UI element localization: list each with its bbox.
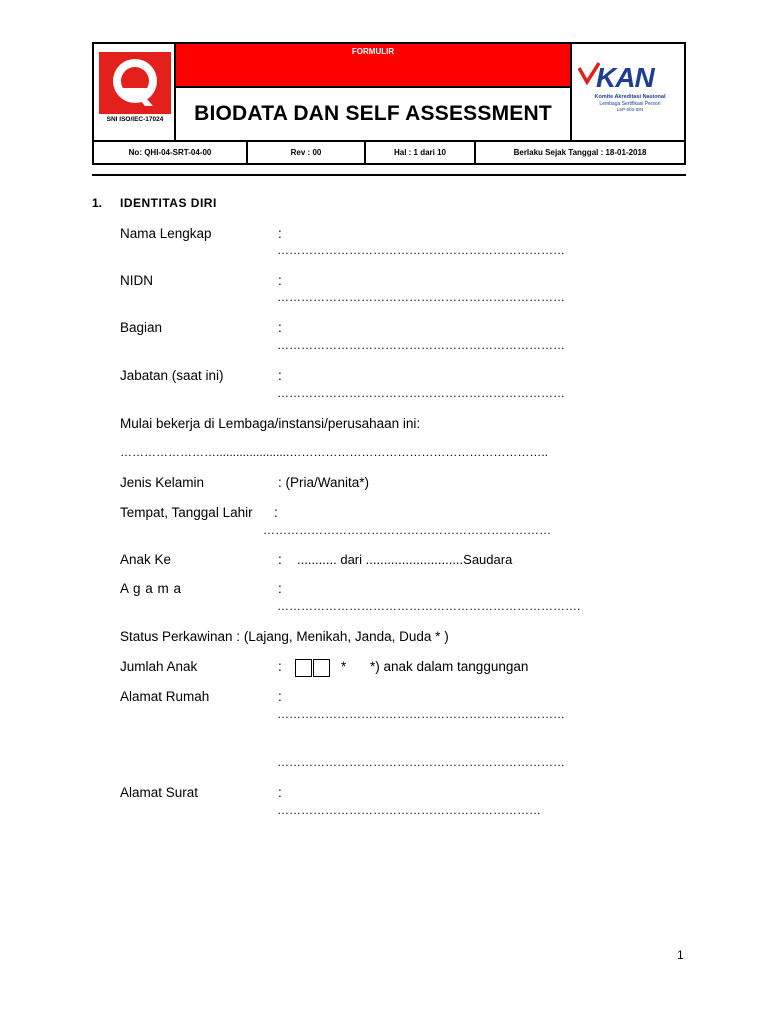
kan-logo-cell <box>570 44 684 142</box>
mulai-bekerja-label: Mulai bekerja di Lembaga/instansi/perusahaan ini: <box>120 416 421 431</box>
nidn-field[interactable]: ……………………………………………………………… <box>277 290 565 304</box>
nidn-colon: : <box>278 273 282 288</box>
sni-logo-cell <box>94 44 176 142</box>
sni-q-logo-icon <box>99 52 171 114</box>
nidn-label: NIDN <box>120 273 153 288</box>
bagian-field[interactable]: ……………………………………………………………… <box>277 338 565 352</box>
kan-caption-2: Lembaga Sertifikasi Person <box>599 101 661 107</box>
agama-field[interactable]: …………………………………………………………………. <box>277 599 581 613</box>
mulai-bekerja-field[interactable]: ……………………......................……………………………………………………….. <box>120 445 549 459</box>
document-title: BIODATA DAN SELF ASSESSMENT <box>194 102 552 125</box>
page-number: 1 <box>677 948 684 962</box>
bagian-colon: : <box>278 320 282 335</box>
kan-caption-3: LSP-003-IDN <box>616 107 644 112</box>
section-heading <box>92 196 217 210</box>
header-divider <box>92 174 686 176</box>
jumlah-anak-star: * <box>341 659 347 674</box>
doc-revision: Rev : 00 <box>248 142 366 163</box>
jenis-kelamin-label: Jenis Kelamin <box>120 475 205 490</box>
tempat-lahir-colon: : <box>274 505 278 520</box>
kan-caption-1: Komite Akreditasi Nasional <box>594 94 666 100</box>
alamat-rumah-colon: : <box>278 689 282 704</box>
doc-page-count: Hal : 1 dari 10 <box>366 142 476 163</box>
document-header <box>92 42 686 142</box>
jumlah-anak-digit-2[interactable] <box>313 659 330 677</box>
jabatan-label: Jabatan (saat ini) <box>120 368 224 383</box>
anak-ke-label: Anak Ke <box>120 552 172 567</box>
jenis-kelamin-value[interactable]: : (Pria/Wanita*) <box>278 475 370 490</box>
nama-label: Nama Lengkap <box>120 226 212 241</box>
anak-ke-field[interactable]: ........... dari ...........................Saudara <box>297 552 513 567</box>
form-label: FORMULIR <box>351 47 395 56</box>
section-title: IDENTITAS DIRI <box>120 196 217 210</box>
title-cell <box>176 88 570 142</box>
kan-logo-text: KAN <box>596 62 654 93</box>
bagian-label: Bagian <box>120 320 163 335</box>
jumlah-anak-note: *) anak dalam tanggungan <box>370 659 529 674</box>
jabatan-field[interactable]: ……………………………………………………………… <box>277 386 565 400</box>
jumlah-anak-label: Jumlah Anak <box>120 659 198 674</box>
alamat-surat-field[interactable]: ………………………………………………………… <box>277 803 541 817</box>
agama-label: A g a m a <box>120 581 182 596</box>
agama-colon: : <box>278 581 282 596</box>
anak-ke-colon: : <box>278 552 282 567</box>
jabatan-colon: : <box>278 368 282 383</box>
jumlah-anak-digit-1[interactable] <box>295 659 312 677</box>
document-meta-row <box>92 142 686 165</box>
tempat-lahir-label: Tempat, Tanggal Lahir <box>120 505 253 520</box>
doc-number: No: QHI-04-SRT-04-00 <box>94 142 248 163</box>
nama-colon: : <box>278 226 282 241</box>
formulir-band <box>176 44 570 88</box>
sni-logo-caption: SNI ISO/IEC-17024 <box>106 116 164 123</box>
doc-effective-date: Berlaku Sejak Tanggal : 18-01-2018 <box>513 148 647 157</box>
jumlah-anak-colon: : <box>278 659 282 674</box>
section-number: 1. <box>92 196 103 210</box>
alamat-surat-colon: : <box>278 785 282 800</box>
alamat-rumah-label: Alamat Rumah <box>120 689 210 704</box>
tempat-lahir-field[interactable]: ……………………………………………………………… <box>263 523 551 537</box>
nama-field[interactable]: ……………………………………………………………… <box>277 243 565 257</box>
alamat-surat-label: Alamat Surat <box>120 785 199 800</box>
status-perkawinan-label[interactable]: Status Perkawinan : (Lajang, Menikah, Janda, Duda * ) <box>120 629 449 644</box>
alamat-rumah-field-1[interactable]: ……………………………………………………………… <box>277 707 565 721</box>
alamat-rumah-field-2[interactable]: ……………………………………………………………… <box>277 755 565 769</box>
